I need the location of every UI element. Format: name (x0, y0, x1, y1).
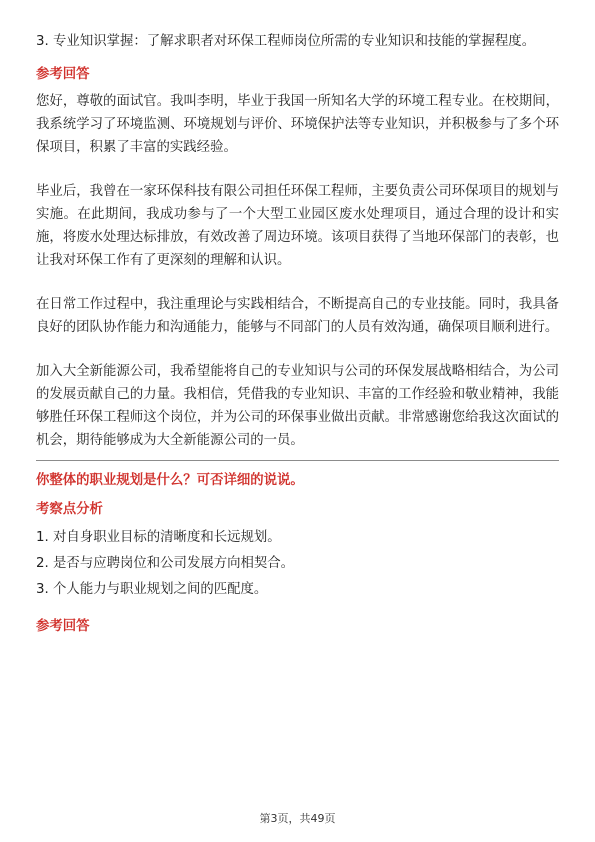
list-item: 2. 是否与应聘岗位和公司发展方向相契合。 (36, 556, 295, 571)
list-item: 3. 个人能力与职业规划之间的匹配度。 (36, 582, 268, 597)
answer-paragraph: 加入大全新能源公司，我希望能将自己的专业知识与公司的环保发展战略相结合，为公司的发展贡献自己的力量。我相信，凭借我的专业知识、丰富的工作经验和敬业精神，我能够胜任环保工程师这个岗位，并为公司的环保事业做出贡献。非常感谢您给我这次面试的机会，期待能够成为大全新能源公司的一员。 (36, 364, 559, 448)
page-content (36, 30, 559, 638)
section-divider (36, 460, 559, 461)
answer-paragraph: 在日常工作过程中，我注重理论与实践相结合，不断提高自己的专业技能。同时，我具备良好的团队协作能力和沟通能力，能够与不同部门的人员有效沟通，确保项目顺利进行。 (36, 297, 559, 335)
answer-heading: 参考回答 (36, 619, 90, 634)
answer-paragraph: 毕业后，我曾在一家环保科技有限公司担任环保工程师，主要负责公司环保项目的规划与实施。在此期间，我成功参与了一个大型工业园区废水处理项目，通过合理的设计和实施，将废水处理达标排放，有效改善了周边环境。该项目获得了当地环保部门的表彰，也让我对环保工作有了更深刻的理解和认识。 (36, 184, 559, 268)
question-title: 你整体的职业规划是什么？可否详细的说说。 (36, 473, 304, 488)
analysis-heading: 考察点分析 (36, 502, 103, 517)
analysis-points (36, 525, 559, 603)
answer-paragraph: 您好，尊敬的面试官。我叫李明，毕业于我国一所知名大学的环境工程专业。在校期间，我系统学习了环境监测、环境规划与评价、环境保护法等专业知识，并积极参与了多个环保项目，积累了丰富的实践经验。 (36, 94, 559, 155)
list-item: 1. 对自身职业目标的清晰度和长远规划。 (36, 530, 281, 545)
assessment-point: 3. 专业知识掌握：了解求职者对环保工程师岗位所需的专业知识和技能的掌握程度。 (36, 34, 536, 49)
page-footer: 第3页，共49页 (259, 812, 336, 825)
answer-heading: 参考回答 (36, 67, 90, 82)
